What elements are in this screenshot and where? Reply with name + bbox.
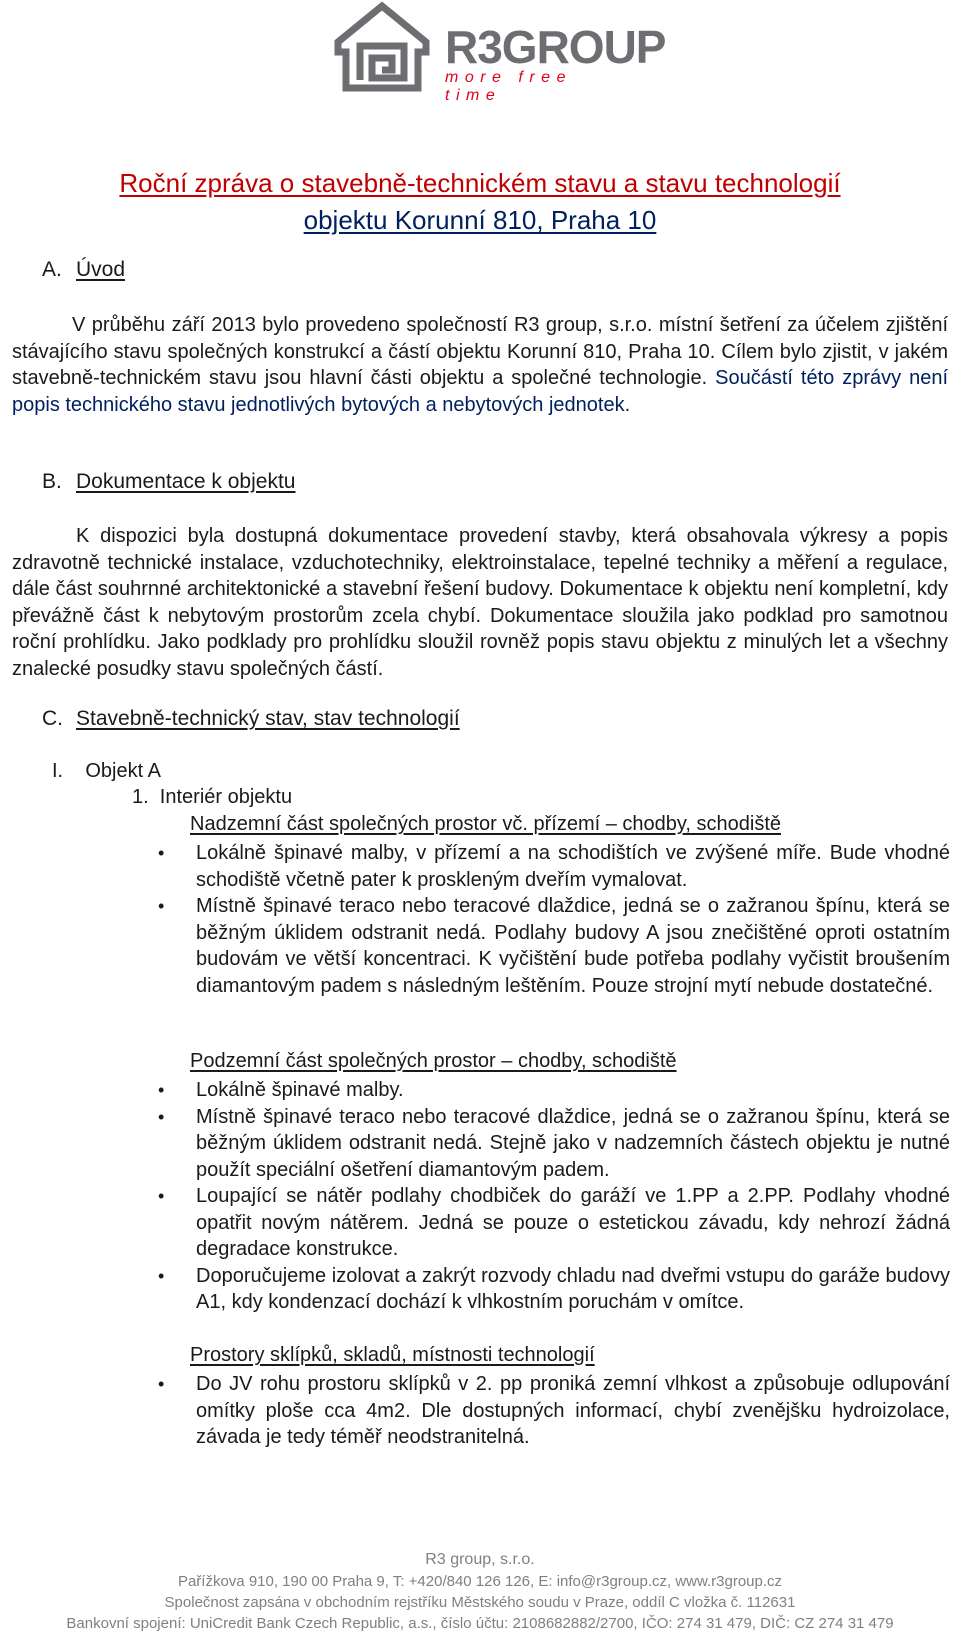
bullet-icon: • — [158, 843, 165, 863]
section-c-heading — [42, 707, 460, 731]
document-title-line2: objektu Korunní 810, Praha 10 — [303, 205, 657, 235]
list-item — [156, 893, 950, 999]
logo-tagline: more free time — [445, 69, 572, 104]
interior-subheading: 1. Interiér objektu — [132, 786, 293, 808]
list-item — [156, 840, 950, 893]
list-item-text: Lokálně špinavé malby, v přízemí a na schodištích ve zvýšené míře. Bude vhodné schodiště včetně pater k proskleným dveřím vymalovat. — [196, 842, 950, 891]
list-item — [156, 1104, 950, 1184]
group2-heading: Podzemní část společných prostor – chodby, schodiště — [190, 1050, 677, 1072]
bullet-icon: • — [158, 1106, 165, 1127]
group1-list — [156, 840, 950, 999]
group3-list — [156, 1371, 950, 1451]
section-b-paragraph: K dispozici byla dostupná dokumentace provedení stavby, která obsahovala výkresy a popis zdravotně technické instalace, vzduchotechniky, elektroinstalace, tepelné techniky a měření a regulace, dále část souhrnné architektonické a stavební řešení budovy. Dokumentace k objektu není kompletní, kdy převážně část k nebytovým prostorům zcela chybí. Dokumentace sloužila jako podklad pro samotnou roční prohlídku. Jako podklady pro prohlídku sloužil rovněž popis stavu objektu z minulých let a všechny znalecké posudky stavu společných částí. — [12, 525, 948, 680]
list-item — [156, 1371, 950, 1451]
section-a-text: V průběhu září 2013 bylo provedeno společností R3 group, s.r.o. místní šetření za účelem zjištění stávajícího stavu společných konstrukcí a částí objektu Korunní 810, Praha 10. Cílem bylo zjistit, v jakém stavebně-technickém stavu jsou hlavní části objektu a společné technologie. — [12, 314, 948, 389]
list-item — [156, 1183, 950, 1263]
section-a-number: A. — [42, 258, 62, 281]
logo-wordmark: R3GROUP — [445, 21, 666, 73]
group1-heading: Nadzemní část společných prostor vč. přízemí – chodby, schodiště — [190, 813, 782, 835]
bullet-icon: • — [158, 1374, 165, 1394]
footer-register: Společnost zapsána v obchodním rejstříku Městského soudu v Praze, oddíl C vložka č. 112631 — [164, 1594, 796, 1611]
section-b-heading — [42, 470, 295, 494]
group2-list — [156, 1077, 950, 1316]
list-item-text: Místně špinavé teraco nebo teracové dlaždice, jedná se o zažranou špínu, která se běžným úklidem odstranit nedá. Stejně jako v nadzemních částech objektu je nutné použít speciální ošetření diamantovým padem. — [196, 1105, 950, 1181]
section-c-number: C. — [42, 707, 63, 730]
company-logo — [330, 0, 666, 104]
bullet-icon: • — [158, 1265, 165, 1286]
section-a-heading — [42, 258, 125, 282]
list-item-text: Lokálně špinavé malby. — [196, 1079, 404, 1101]
footer-address: Pařížkova 910, 190 00 Praha 9, T: +420/840 126 126, E: info@r3group.cz, www.r3group.cz — [177, 1573, 783, 1590]
footer-bank: Bankovní spojení: UniCredit Bank Czech Republic, a.s., číslo účtu: 2108682882/2700, IČO: 274 31 479, DIČ: CZ 274 31 479 — [66, 1615, 894, 1632]
footer-company: R3 group, s.r.o. — [425, 1551, 535, 1568]
section-c-title: Stavebně-technický stav, stav technologií — [76, 707, 460, 730]
section-a-title: Úvod — [76, 258, 126, 281]
list-item-text: Loupající se nátěr podlahy chodbiček do garáží ve 1.PP a 2.PP. Podlahy vhodné opatřit novým nátěrem. Jedná se pouze o estetickou závadu, kdy nehrozí žádná degradace konstrukce. — [196, 1185, 950, 1260]
section-a-note: Součástí této zprávy není popis technického stavu jednotlivých bytových a nebytových jednotek. — [12, 367, 949, 416]
list-item-text: Místně špinavé teraco nebo teracové dlaždice, jedná se o zažranou špínu, která se běžným úklidem odstranit nedá. Podlahy budovy A jsou znečištěné oproti ostatním budovám ve větší koncentraci. K vyčištění bude potřeba podlahy vyčistit broušením diamantovým padem s následným leštěním. Pouze strojní mytí nebude dostatečné. — [196, 895, 950, 997]
list-item-text: Do JV rohu prostoru sklípků v 2. pp proniká zemní vlhkost a způsobuje odlupování omítky ploše cca 4m2. Dle dostupných informací, chybí zvenějšku hydroizolace, závada je tedy téměř neodstranitelná. — [196, 1373, 950, 1448]
bullet-icon: • — [158, 1080, 165, 1100]
list-item — [156, 1077, 950, 1104]
document-title-line1: Roční zpráva o stavebně-technickém stavu a stavu technologií — [119, 168, 841, 198]
section-b-number: B. — [42, 470, 62, 493]
list-item-text: Doporučujeme izolovat a zakrýt rozvody chladu nad dveřmi vstupu do garáže budovy A1, kdy kondenzací dochází k vlhkostním poruchám v omítce. — [196, 1264, 950, 1313]
section-a-paragraph — [12, 312, 948, 418]
group3-heading: Prostory sklípků, skladů, místnosti technologií — [190, 1344, 595, 1366]
house-spiral-logo-icon — [330, 0, 440, 96]
object-a-label: I. Objekt A — [52, 760, 161, 782]
bullet-icon: • — [158, 896, 165, 916]
bullet-icon: • — [158, 1186, 165, 1206]
section-b-title: Dokumentace k objektu — [76, 470, 296, 493]
list-item — [156, 1263, 950, 1316]
